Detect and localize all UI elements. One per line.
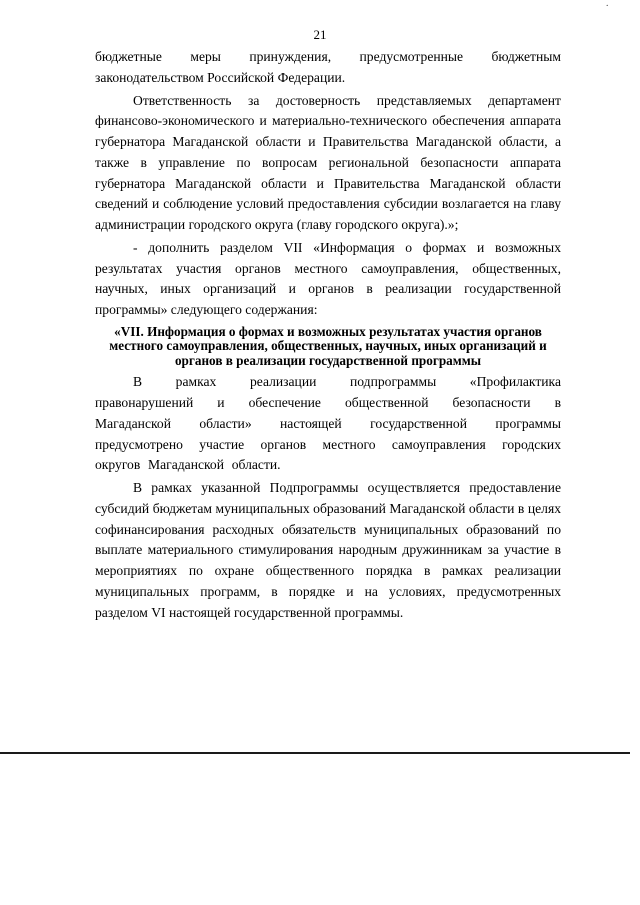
scan-mark: · — [605, 0, 609, 12]
body-text — [95, 47, 561, 623]
section-heading: «VII. Информация о формах и возможных результатах участия органов местного самоуправления, общественных, научных, иных организаций и органов в реализации государственной программы — [109, 323, 547, 368]
paragraph-responsibility: Ответственность за достоверность представляемых департамент финансово-экономического и материально-технического обеспечения аппарата губернатора Магаданской области и Правительства Магаданской области, а также в управление по вопросам региональной безопасности аппарата губернатора Магаданской области и Правительства Магаданской области сведений и соблюдение условий предоставления субсидии возлагается на главу администрации городского округа (главу городского округа).»; — [95, 92, 561, 232]
bottom-rule — [0, 752, 630, 754]
paragraph-amendment: - дополнить разделом VII «Информация о формах и возможных результатах участия органов местного самоуправления, общественных, научных, иных организаций и органов в реализации государственной программы» следующего содержания: — [95, 239, 561, 317]
paragraph-subsidies: В рамках указанной Подпрограммы осуществляется предоставление субсидий бюджетам муниципальных образований Магаданской области в целях софинансирования расходных обязательств муниципальных образований по выплате материального стимулирования народным дружинникам за участие в мероприятиях по охране общественного порядка в рамках реализации муниципальных программ, в порядке и на условиях, предусмотренных разделом VI настоящей государственной программы. — [95, 480, 561, 620]
paragraph-continuation: бюджетные меры принуждения, предусмотренные бюджетным законодательством Российской Федерации. — [95, 49, 561, 85]
paragraph-subprogram: В рамках реализации подпрограммы «Профилактика правонарушений и обеспечение общественной безопасности в Магаданской области» настоящей государственной программы предусмотрено участие органов местного самоуправления городских округов Магаданской области. — [95, 374, 561, 473]
page-number: 21 — [313, 27, 327, 42]
